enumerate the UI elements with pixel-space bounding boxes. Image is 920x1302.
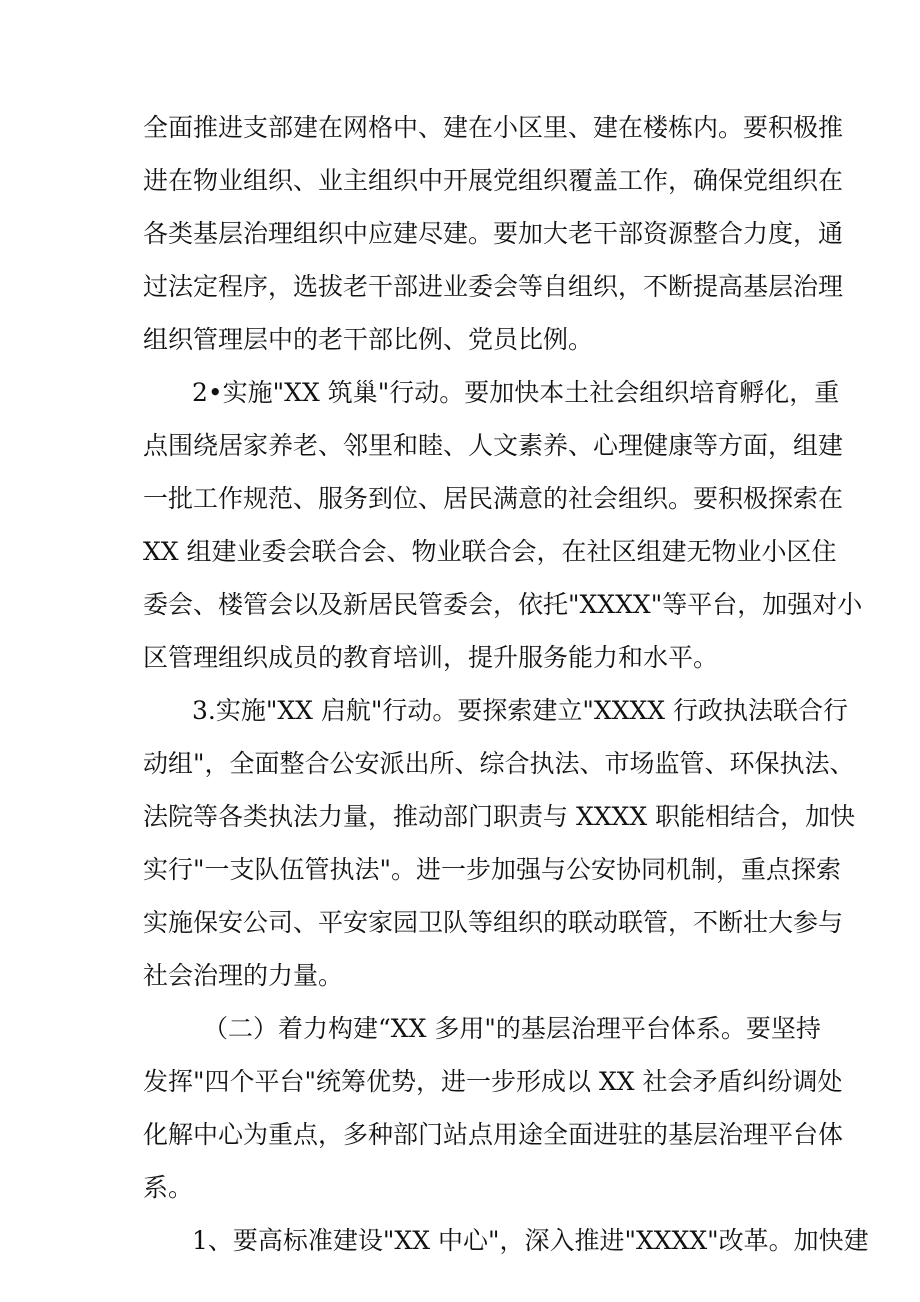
paragraph-2-line-2: 点围绕居家养老、邻里和睦、人文素养、心理健康等方面，组建 [143, 431, 844, 460]
paragraph-2-line-1: 2•实施"XX 筑巢"行动。要加快本土社会组织培育孵化，重 [192, 378, 840, 407]
paragraph-1-line-5: 组织管理层中的老干部比例、党员比例。 [143, 325, 594, 354]
paragraph-2-line-3: 一批工作规范、服务到位、居民满意的社会组织。要积极探索在 [143, 484, 844, 513]
paragraph-3-line-5: 实施保安公司、平安家园卫队等组织的联动联管，不断壮大参与 [143, 908, 844, 937]
paragraph-1-line-2: 进在物业组织、业主组织中开展党组织覆盖工作，确保党组织在 [143, 166, 844, 195]
paragraph-2-line-4: XX 组建业委会联合会、物业联合会，在社区组建无物业小区住 [143, 537, 837, 566]
paragraph-3-line-1: 3.实施"XX 启航"行动。要探索建立"XXXX 行政执法联合行 [192, 696, 849, 725]
paragraph-5-line-1: 1、要高标准建设"XX 中心"，深入推进"XXXX"改革。加快建 [192, 1226, 869, 1255]
paragraph-4-line-1: （二）着力构建“XX 多用"的基层治理平台体系。要坚持 [203, 1014, 821, 1043]
paragraph-2-line-6: 区管理组织成员的教育培训，提升服务能力和水平。 [143, 643, 719, 672]
paragraph-2-line-5: 委会、楼管会以及新居民管委会，依托"XXXX"等平台，加强对小 [143, 590, 863, 619]
paragraph-1-line-1: 全面推进支部建在网格中、建在小区里、建在楼栋内。要积极推 [143, 113, 844, 142]
paragraph-4-line-3: 化解中心为重点，多种部门站点用途全面进驻的基层治理平台体 [143, 1120, 844, 1149]
paragraph-1-line-4: 过法定程序，选拔老干部进业委会等自组织，不断提高基层治理 [143, 272, 844, 301]
paragraph-3-line-4: 实行"一支队伍管执法"。进一步加强与公安协同机制，重点探索 [143, 855, 842, 884]
paragraph-4-line-4: 系。 [143, 1173, 194, 1202]
paragraph-4-line-2: 发挥"四个平台"统筹优势，进一步形成以 XX 社会矛盾纠纷调处 [143, 1067, 843, 1096]
paragraph-1-line-3: 各类基层治理组织中应建尽建。要加大老干部资源整合力度，通 [143, 219, 844, 248]
paragraph-3-line-2: 动组"，全面整合公安派出所、综合执法、市场监管、环保执法、 [143, 749, 855, 778]
paragraph-3-line-3: 法院等各类执法力量，推动部门职责与 XXXX 职能相结合，加快 [143, 802, 856, 831]
paragraph-3-line-6: 社会治理的力量。 [143, 961, 344, 990]
